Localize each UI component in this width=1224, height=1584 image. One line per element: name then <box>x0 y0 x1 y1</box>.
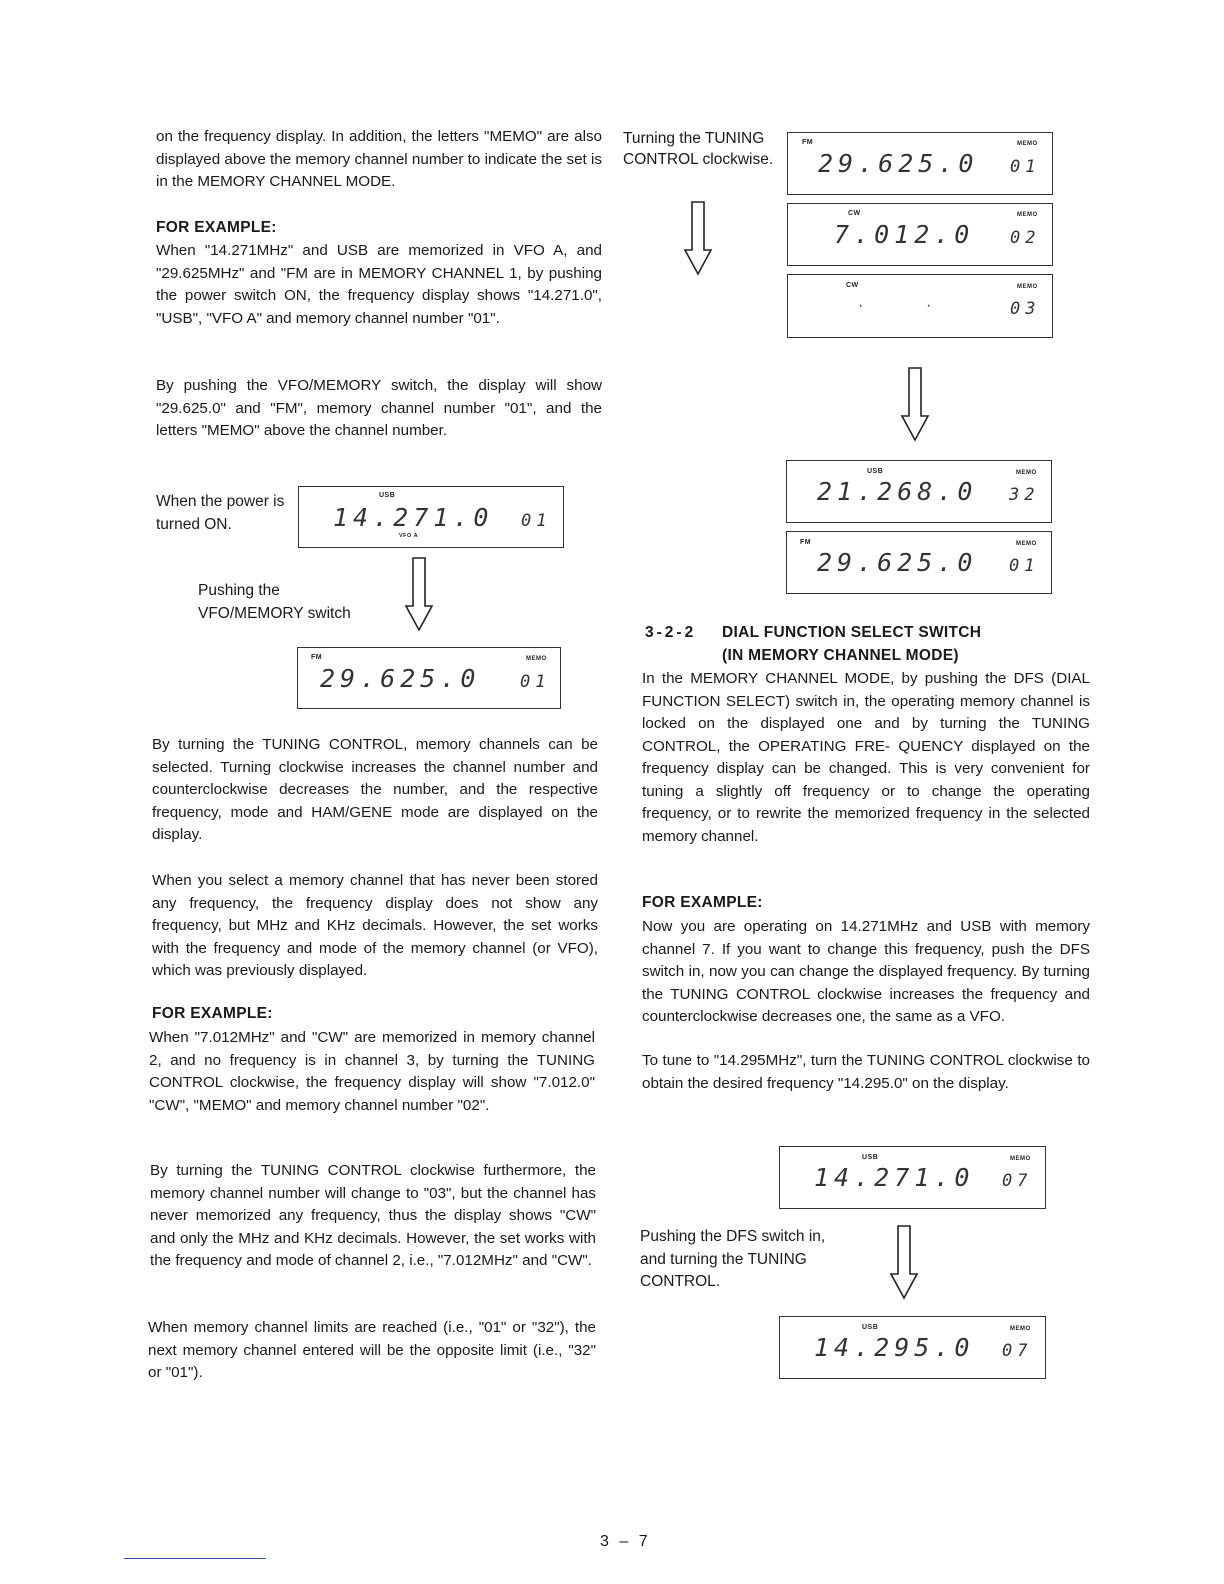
mode-annunciator: CW <box>848 210 861 217</box>
memo-annunciator: MEMO <box>1010 1326 1031 1332</box>
example-paragraph: Now you are operating on 14.271MHz and USB with memory channel 7. If you want to change this frequency, push the DFS switch in, now you can change the displayed frequency. By turning the TUNING CONTROL clockwise increases the frequency and counterclockwise decreases one, the same as a VFO. <box>642 918 1090 1025</box>
decimal-points: · <box>926 297 932 314</box>
vfo-memory-paragraph: By pushing the VFO/MEMORY switch, the display will show "29.625.0" and "FM", memory channel number "01", and the letters "MEMO" above the channel number. <box>156 377 602 439</box>
down-arrow-icon <box>900 366 930 444</box>
further-paragraph: By turning the TUNING CONTROL clockwise furthermore, the memory channel number will change to "03", but the channel has never memorized any frequency, thus the display shows "CW" and only the MHz and KHz decimals. However, the set works with the frequency and mode of channel 2, i.e., "7.012MHz" and "CW". <box>150 1162 596 1269</box>
channel-readout: 32 <box>1009 485 1040 505</box>
power-on-label: When the power is turned ON. <box>156 493 285 533</box>
down-arrow-icon <box>404 556 434 634</box>
lcd-display-vfo-memory <box>297 647 561 709</box>
vfo-annunciator: VFO A <box>399 533 419 539</box>
mode-annunciator: CW <box>846 282 859 289</box>
decimal-points: · <box>858 297 864 314</box>
never-stored-paragraph: When you select a memory channel that has never been stored any frequency, the frequency display does not show any frequency, but MHz and KHz decimals. However, the set works with the frequency and mode of the memory channel (or VFO), which was previously displayed. <box>152 872 598 979</box>
channel-readout: 01 <box>520 672 551 692</box>
section-title: DIAL FUNCTION SELECT SWITCH <box>722 624 982 641</box>
dfs-paragraph: In the MEMORY CHANNEL MODE, by pushing the DFS (DIAL FUNCTION SELECT) switch in, the operating memory channel is locked on the displayed one and by turning the TUNING CONTROL, the OPERATING FRE- QUENCY displayed on the frequency display can be changed. This is very convenient for tuning a slightly off frequency or to change the operating frequency, or to rewrite the memorized frequency in the selected memory channel. <box>642 670 1090 845</box>
turning-paragraph: By turning the TUNING CONTROL, memory channels can be selected. Turning clockwise increases the channel number and counterclockwise decreases the number, and the respective frequency, mode and HAM/GENE mode are displayed on the display. <box>152 736 598 843</box>
frequency-readout: 14.295.0 <box>814 1333 975 1362</box>
page-number: 3 – 7 <box>600 1533 651 1550</box>
mode-annunciator: USB <box>862 1324 879 1331</box>
mode-annunciator: USB <box>862 1154 879 1161</box>
mode-annunciator: FM <box>311 654 323 661</box>
frequency-readout: 29.625.0 <box>818 149 979 178</box>
example-heading: FOR EXAMPLE: <box>156 219 277 236</box>
lcd-display-ch02 <box>787 203 1053 266</box>
channel-readout: 01 <box>521 511 552 531</box>
example-heading: FOR EXAMPLE: <box>642 894 763 911</box>
intro-paragraph: on the frequency display. In addition, the letters "MEMO" are also displayed above the memory channel number to indicate the set is in the MEMORY CHANNEL MODE. <box>156 128 602 190</box>
memo-annunciator: MEMO <box>1017 212 1038 218</box>
memo-annunciator: MEMO <box>526 656 547 662</box>
turning-label: Turning the TUNING CONTROL clockwise. <box>623 130 774 168</box>
mode-annunciator: USB <box>867 468 884 475</box>
frequency-readout: 14.271.0 <box>333 503 494 532</box>
down-arrow-icon <box>889 1224 919 1302</box>
channel-readout: 03 <box>1010 299 1041 319</box>
channel-readout: 07 <box>1002 1171 1033 1191</box>
down-arrow-icon <box>683 200 713 278</box>
frequency-readout: 29.625.0 <box>817 548 978 577</box>
mode-annunciator: FM <box>802 139 814 146</box>
memo-annunciator: MEMO <box>1017 284 1038 290</box>
frequency-readout: 14.271.0 <box>814 1163 975 1192</box>
lcd-display-power-on <box>298 486 564 548</box>
frequency-readout: 7.012.0 <box>834 220 975 249</box>
limits-paragraph: When memory channel limits are reached (i.e., "01" or "32"), the next memory channel entered will be the opposite limit (i.e., "32" or "01"). <box>148 1319 596 1381</box>
mode-annunciator: USB <box>379 492 396 499</box>
tune-paragraph: To tune to "14.295MHz", turn the TUNING CONTROL clockwise to obtain the desired frequency "14.295.0" on the display. <box>642 1052 1090 1092</box>
channel-readout: 01 <box>1010 157 1041 177</box>
footer-rule <box>124 1558 266 1559</box>
lcd-display-dfs-after <box>779 1316 1046 1379</box>
section-subtitle: (IN MEMORY CHANNEL MODE) <box>722 647 959 664</box>
example-paragraph: When "14.271MHz" and USB are memorized in VFO A, and "29.625MHz" and "FM are in MEMORY CHANNEL 1, by pushing the power switch ON, the frequency display shows "14.271.0", "USB", "VFO A" and memory channel number "01". <box>156 242 602 327</box>
channel-readout: 07 <box>1002 1341 1033 1361</box>
memo-annunciator: MEMO <box>1010 1156 1031 1162</box>
section-number: 3-2-2 <box>645 624 697 641</box>
lcd-display-dfs-before <box>779 1146 1046 1209</box>
channel-readout: 01 <box>1009 556 1040 576</box>
memo-annunciator: MEMO <box>1016 470 1037 476</box>
frequency-readout: 21.268.0 <box>817 477 978 506</box>
lcd-display-ch01-wrap <box>786 531 1052 594</box>
lcd-display-ch32 <box>786 460 1052 523</box>
lcd-display-ch01 <box>787 132 1053 195</box>
frequency-readout: 29.625.0 <box>320 664 481 693</box>
vfo-memory-label: Pushing the VFO/MEMORY switch <box>198 582 351 622</box>
memo-annunciator: MEMO <box>1017 141 1038 147</box>
example-heading: FOR EXAMPLE: <box>152 1005 273 1022</box>
channel-readout: 02 <box>1010 228 1041 248</box>
lcd-display-ch03 <box>787 274 1053 338</box>
mode-annunciator: FM <box>800 539 812 546</box>
memo-annunciator: MEMO <box>1016 541 1037 547</box>
dfs-label: Pushing the DFS switch in, and turning the TUNING CONTROL. <box>640 1228 826 1290</box>
example-paragraph: When "7.012MHz" and "CW" are memorized in memory channel 2, and no frequency is in channel 3, by turning the TUNING CONTROL clockwise, the frequency display will show "7.012.0" "CW", "MEMO" and memory channel number "02". <box>149 1029 595 1114</box>
